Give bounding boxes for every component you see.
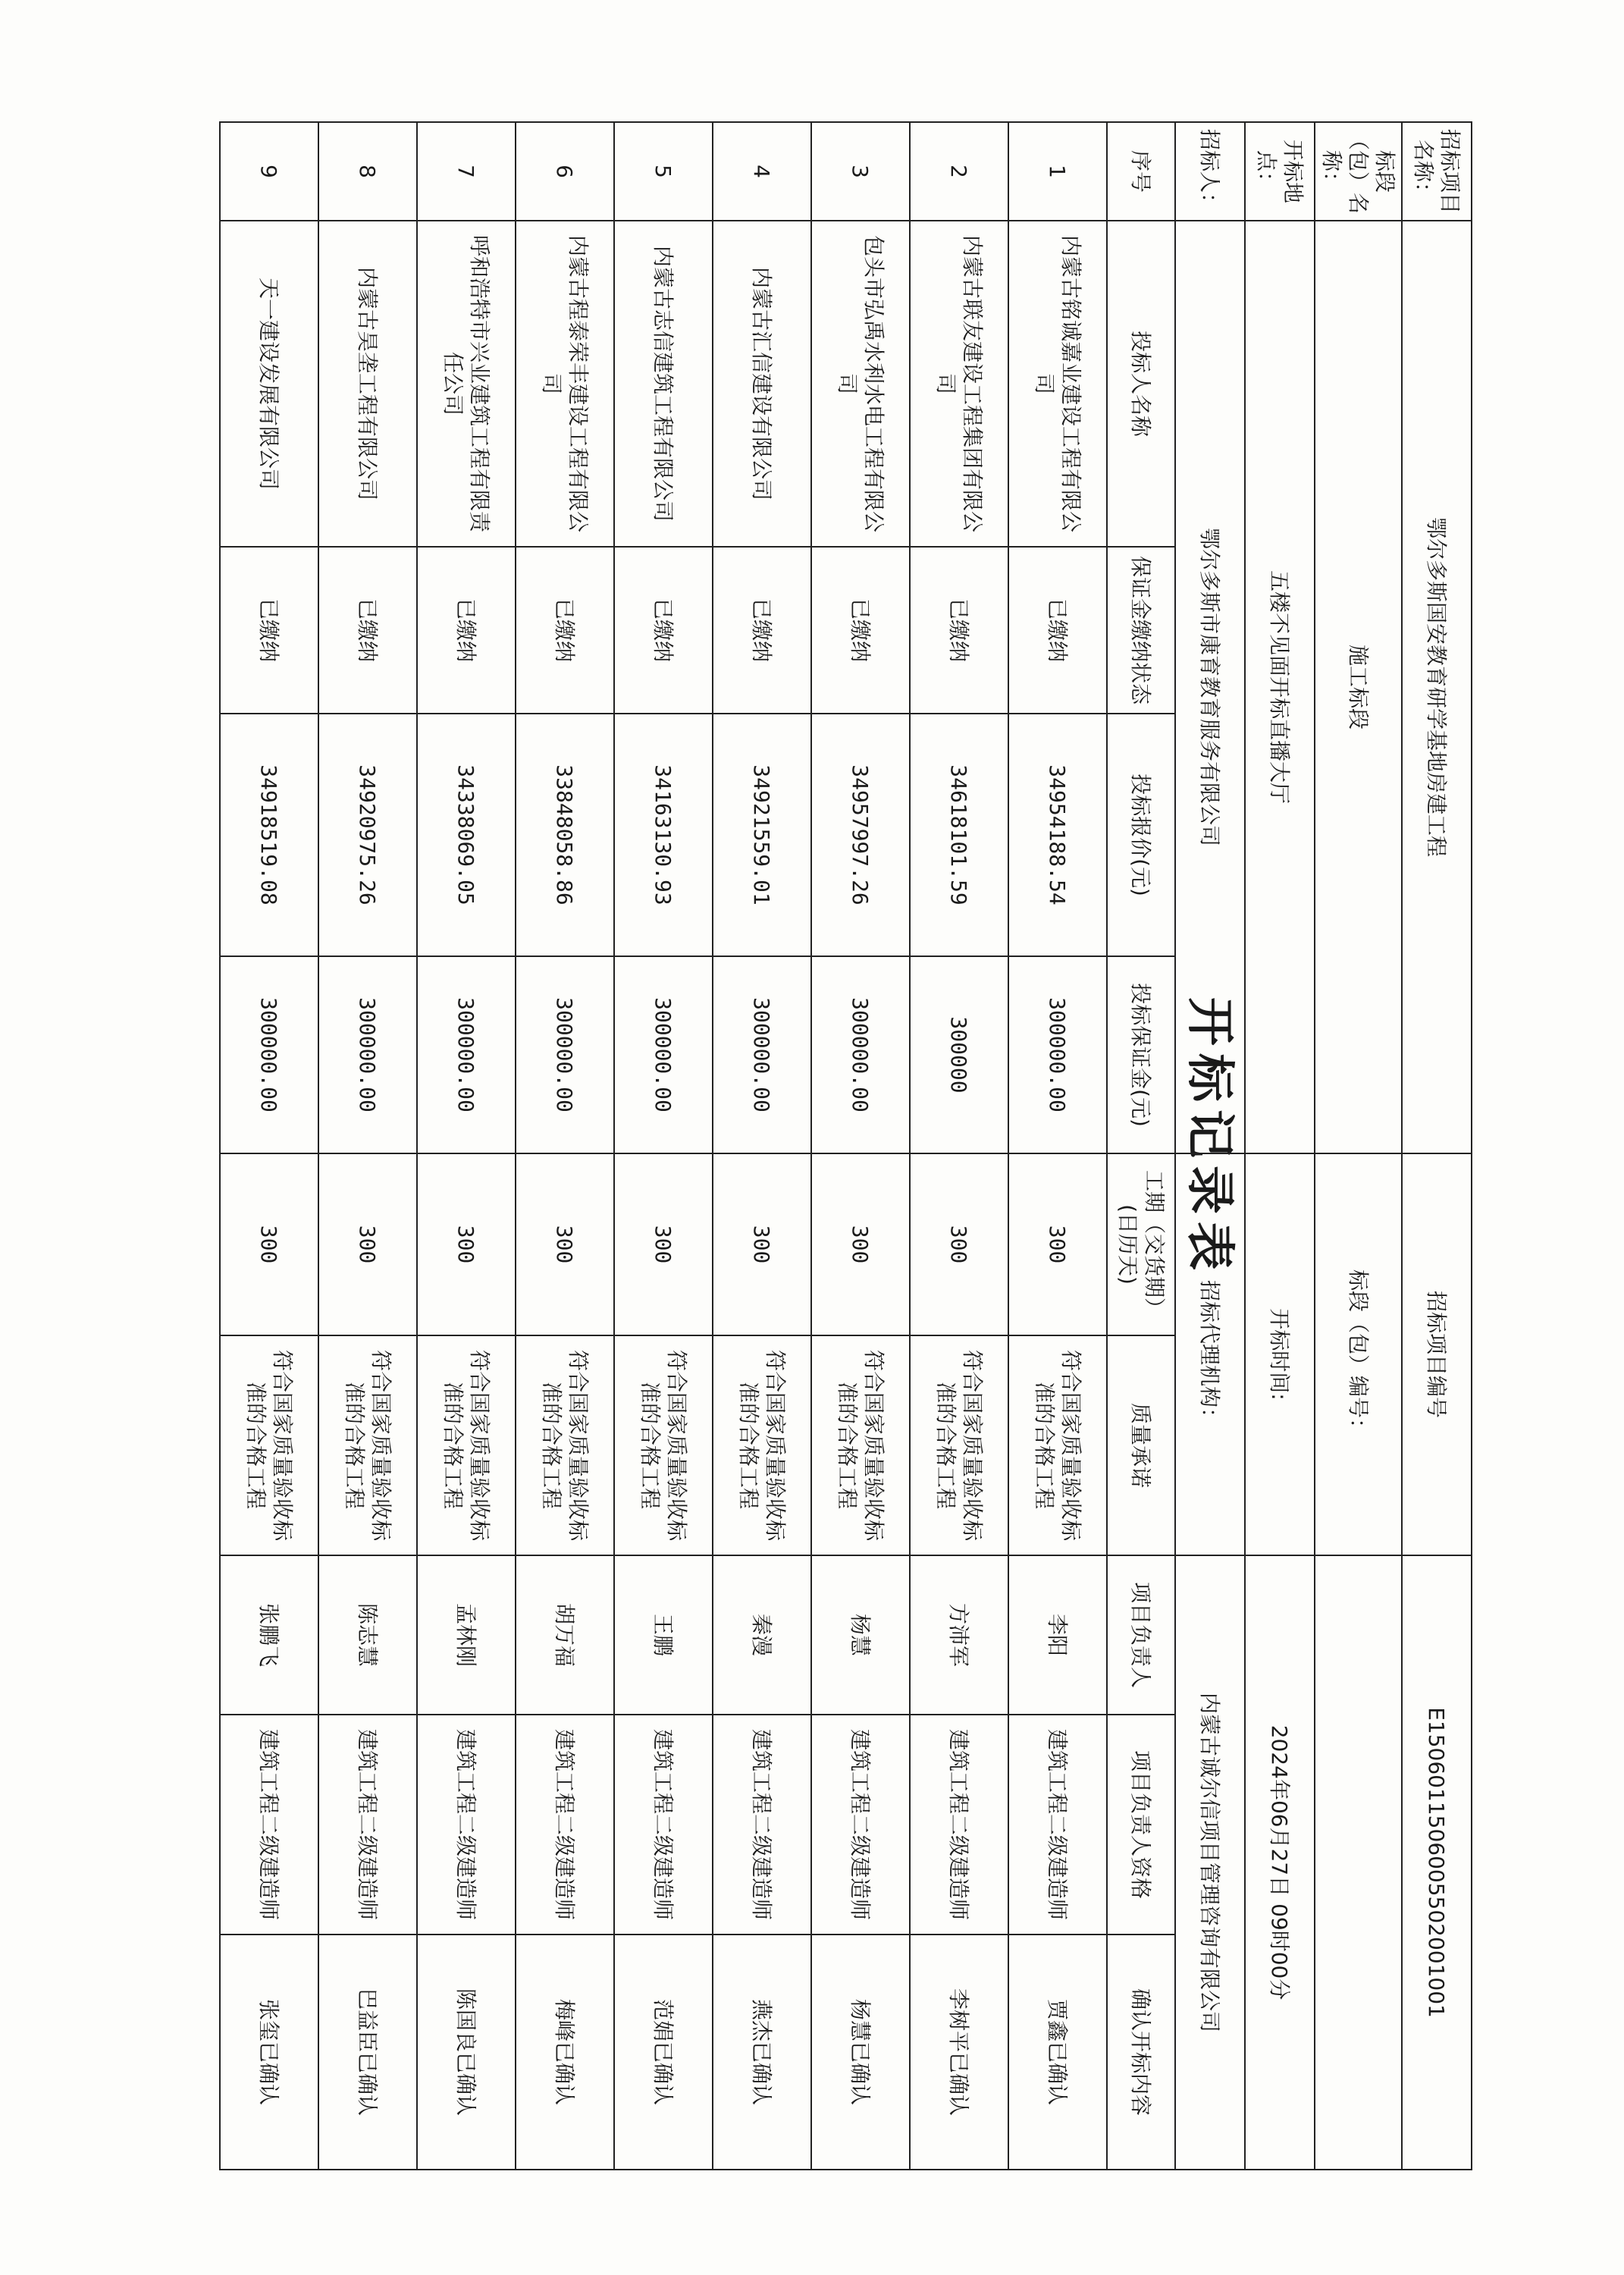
cell-period: 300 [220,1153,318,1335]
cell-manager: 方沛军 [910,1555,1008,1715]
column-header-price: 投标报价(元) [1107,714,1175,956]
time-value: 2024年06月27日 09时00分 [1245,1555,1315,2170]
cell-period: 300 [1008,1153,1107,1335]
cell-no: 7 [417,122,516,221]
project-no-label: 招标项目编号 [1402,1153,1472,1555]
location-value: 五楼不见面开标直播大厅 [1245,221,1315,1153]
cell-no: 5 [614,122,713,221]
info-row-tenderer [1175,122,1245,2170]
cell-price: 34338069.05 [417,714,516,956]
cell-bidder: 包头市弘禹水利水电工程有限公司 [811,221,910,547]
cell-qualification: 建筑工程二级建造师 [516,1715,614,1935]
cell-deposit: 300000.00 [1008,956,1107,1153]
cell-period: 300 [910,1153,1008,1335]
cell-price: 34957997.26 [811,714,910,956]
cell-bidder: 内蒙古程泰荣丰建设工程有限公司 [516,221,614,547]
cell-deposit: 300000.00 [220,956,318,1153]
cell-no: 3 [811,122,910,221]
table-row [417,122,516,2170]
column-header-deposit: 投标保证金(元) [1107,956,1175,1153]
cell-manager: 孟林刚 [417,1555,516,1715]
table-row [614,122,713,2170]
cell-no: 8 [318,122,417,221]
section-no-value [1315,1555,1402,2170]
table-row [910,122,1008,2170]
info-row-location [1245,122,1315,2170]
cell-bidder: 内蒙古联友建设工程集团有限公司 [910,221,1008,547]
column-header-quality: 质量承诺 [1107,1335,1175,1555]
cell-deposit: 300000.00 [713,956,811,1153]
cell-manager: 秦漫 [713,1555,811,1715]
cell-qualification: 建筑工程二级建造师 [220,1715,318,1935]
project-name-value: 鄂尔多斯国安教育研学基地房建工程 [1402,221,1472,1153]
cell-deposit: 300000.00 [417,956,516,1153]
cell-confirm: 陈国良已确认 [417,1935,516,2170]
column-header-deposit-status: 保证金缴纳状态 [1107,547,1175,714]
cell-quality: 符合国家质量验收标准的合格工程 [417,1335,516,1555]
cell-no: 2 [910,122,1008,221]
agent-value: 内蒙古诚尔信项目管理咨询有限公司 [1175,1555,1245,2170]
cell-qualification: 建筑工程二级建造师 [318,1715,417,1935]
column-header-manager: 项目负责人 [1107,1555,1175,1715]
cell-quality: 符合国家质量验收标准的合格工程 [1008,1335,1107,1555]
info-row-section [1315,122,1402,2170]
agent-label: 招标代理机构： [1175,1153,1245,1555]
column-header-bidder: 投标人名称 [1107,221,1175,547]
cell-quality: 符合国家质量验收标准的合格工程 [811,1335,910,1555]
cell-qualification: 建筑工程二级建造师 [910,1715,1008,1935]
cell-deposit-status: 已缴纳 [713,547,811,714]
cell-deposit-status: 已缴纳 [516,547,614,714]
cell-deposit-status: 已缴纳 [1008,547,1107,714]
cell-deposit-status: 已缴纳 [318,547,417,714]
table-row [220,122,318,2170]
cell-quality: 符合国家质量验收标准的合格工程 [220,1335,318,1555]
cell-deposit-status: 已缴纳 [220,547,318,714]
cell-quality: 符合国家质量验收标准的合格工程 [516,1335,614,1555]
cell-manager: 胡万福 [516,1555,614,1715]
cell-bidder: 内蒙古志信建筑工程有限公司 [614,221,713,547]
column-header-confirm: 确认开标内容 [1107,1935,1175,2170]
section-label: 标段（包）名称： [1315,122,1402,221]
cell-bidder: 内蒙古汇信建设有限公司 [713,221,811,547]
project-name-label: 招标项目名称： [1402,122,1472,221]
cell-qualification: 建筑工程二级建造师 [417,1715,516,1935]
cell-confirm: 贾鑫已确认 [1008,1935,1107,2170]
table-row [318,122,417,2170]
cell-quality: 符合国家质量验收标准的合格工程 [614,1335,713,1555]
cell-manager: 李阳 [1008,1555,1107,1715]
cell-manager: 杨慧 [811,1555,910,1715]
table-row [713,122,811,2170]
cell-bidder: 内蒙古昊垄工程有限公司 [318,221,417,547]
cell-price: 34920975.26 [318,714,417,956]
cell-price: 34618101.59 [910,714,1008,956]
cell-bidder: 呼和浩特市兴业建筑工程有限责任公司 [417,221,516,547]
cell-deposit: 300000.00 [811,956,910,1153]
table-row [1008,122,1107,2170]
document-title: 开标记录表 [1181,997,1237,1278]
cell-deposit-status: 已缴纳 [614,547,713,714]
table-row [811,122,910,2170]
cell-bidder: 内蒙古铭诚嘉业建设工程有限公司 [1008,221,1107,547]
time-label: 开标时间: [1245,1153,1315,1555]
cell-period: 300 [516,1153,614,1335]
cell-deposit: 300000.00 [318,956,417,1153]
cell-quality: 符合国家质量验收标准的合格工程 [713,1335,811,1555]
tenderer-label: 招标人： [1175,122,1245,221]
cell-confirm: 张玺已确认 [220,1935,318,2170]
project-no-value: E1506011506005502001001 [1402,1555,1472,2170]
cell-confirm: 巴益臣已确认 [318,1935,417,2170]
cell-period: 300 [417,1153,516,1335]
cell-period: 300 [811,1153,910,1335]
cell-price: 34921559.01 [713,714,811,956]
cell-period: 300 [713,1153,811,1335]
tenderer-value: 鄂尔多斯市康育教育服务有限公司 [1175,221,1245,1153]
cell-qualification: 建筑工程二级建造师 [811,1715,910,1935]
cell-qualification: 建筑工程二级建造师 [1008,1715,1107,1935]
bid-opening-table [219,121,1472,2170]
cell-price: 34918519.08 [220,714,318,956]
info-row-project [1402,122,1472,2170]
cell-deposit: 300000.00 [614,956,713,1153]
cell-deposit-status: 已缴纳 [417,547,516,714]
cell-confirm: 梅峰已确认 [516,1935,614,2170]
cell-deposit: 300000 [910,956,1008,1153]
cell-price: 34954188.54 [1008,714,1107,956]
cell-period: 300 [318,1153,417,1335]
cell-confirm: 李树平已确认 [910,1935,1008,2170]
cell-deposit-status: 已缴纳 [910,547,1008,714]
cell-price: 33848058.86 [516,714,614,956]
cell-no: 6 [516,122,614,221]
column-header-period: 工期（交货期）(日历天) [1107,1153,1175,1335]
cell-quality: 符合国家质量验收标准的合格工程 [318,1335,417,1555]
cell-confirm: 杨慧已确认 [811,1935,910,2170]
section-value: 施工标段 [1315,221,1402,1153]
cell-manager: 张鹏飞 [220,1555,318,1715]
table-header-row [1107,122,1175,2170]
location-label: 开标地点： [1245,122,1315,221]
cell-no: 1 [1008,122,1107,221]
cell-bidder: 天一建设发展有限公司 [220,221,318,547]
cell-quality: 符合国家质量验收标准的合格工程 [910,1335,1008,1555]
cell-manager: 陈志慧 [318,1555,417,1715]
cell-price: 34163130.93 [614,714,713,956]
cell-no: 9 [220,122,318,221]
cell-deposit-status: 已缴纳 [811,547,910,714]
cell-qualification: 建筑工程二级建造师 [713,1715,811,1935]
cell-no: 4 [713,122,811,221]
column-header-no: 序号 [1107,122,1175,221]
table-row [516,122,614,2170]
section-no-label: 标段（包）编号： [1315,1153,1402,1555]
column-header-qualification: 项目负责人资格 [1107,1715,1175,1935]
cell-deposit: 300000.00 [516,956,614,1153]
cell-confirm: 范娟已确认 [614,1935,713,2170]
cell-period: 300 [614,1153,713,1335]
cell-confirm: 燕杰已确认 [713,1935,811,2170]
cell-manager: 王鹏 [614,1555,713,1715]
cell-qualification: 建筑工程二级建造师 [614,1715,713,1935]
